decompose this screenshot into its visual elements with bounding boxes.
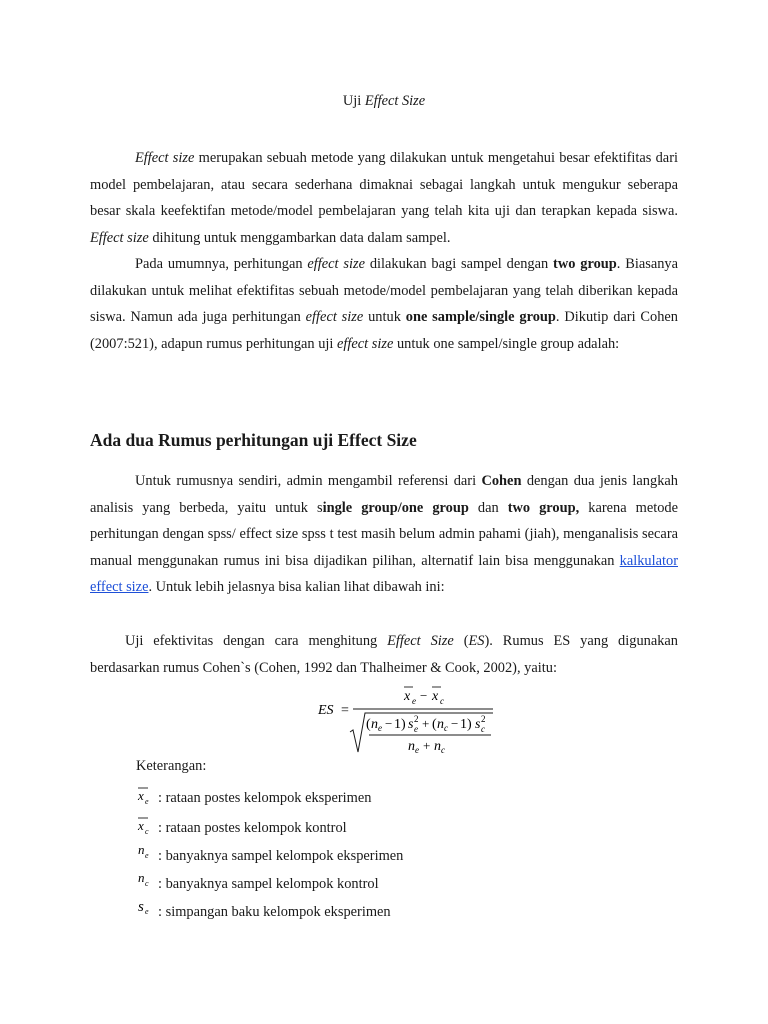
svg-text:2: 2 (414, 714, 419, 724)
svg-text:−: − (385, 716, 393, 731)
svg-text:c: c (440, 696, 444, 706)
xbar-e-symbol (136, 784, 156, 808)
svg-text:s: s (138, 899, 144, 915)
xbar-c-symbol (136, 814, 156, 838)
paragraph-es-formula-intro: Uji efektivitas dengan cara menghitung Effect Size (ES). Rumus ES yang digunakan berdasarkan rumus Cohen`s (Cohen, 1992 dan Thalheimer & Cook, 2002), yaitu: (90, 633, 678, 676)
keterangan-text: : banyaknya sampel kelompok kontrol (158, 876, 379, 892)
svg-text:(: ( (366, 717, 371, 732)
svg-text:x: x (404, 689, 411, 704)
svg-text:1: 1 (460, 717, 467, 732)
svg-text:c: c (444, 723, 448, 733)
svg-text:(: ( (432, 717, 437, 732)
svg-text:1: 1 (394, 717, 401, 732)
n-e-symbol (136, 842, 156, 866)
svg-text:): ) (467, 717, 472, 732)
svg-text:e: e (145, 797, 149, 806)
svg-text:s: s (475, 717, 481, 732)
svg-text:n: n (138, 870, 145, 885)
section-heading: Ada dua Rumus perhitungan uji Effect Size (90, 430, 417, 450)
svg-text:c: c (145, 879, 149, 888)
s-e-symbol (136, 898, 156, 922)
svg-text:e: e (145, 851, 149, 860)
document-title: Uji Effect Size (342, 93, 426, 109)
svg-text:e: e (378, 723, 382, 733)
n-c-symbol (136, 870, 156, 894)
svg-text:n: n (138, 842, 145, 857)
svg-text:c: c (441, 745, 445, 755)
svg-text:e: e (412, 696, 416, 706)
svg-text:s: s (408, 717, 414, 732)
effect-size-calculator-link[interactable]: kalkulator effect size (90, 552, 678, 595)
keterangan-text: : rataan postes kelompok eksperimen (158, 790, 372, 806)
svg-text:+: + (422, 716, 430, 731)
svg-text:−: − (451, 716, 459, 731)
formula-equals: = (341, 703, 349, 718)
svg-text:n: n (434, 739, 441, 754)
formula-lhs: ES (318, 703, 334, 718)
paragraph-cohen-reference: Untuk rumusnya sendiri, admin mengambil referensi dari Cohen dengan dua jenis langkah analisis yang berbeda, yaitu untuk single group/one group dan two group, karena metode perhitungan dengan spss/ effect size spss t test masih belum admin pahami (jiah), menganalisis secara manual menggunakan rumus ini bisa dijadikan pilihan, alternatif lain bisa menggunakan kalkulator effect size. Untuk lebih jelasnya bisa kalian lihat dibawah ini: (90, 473, 678, 595)
svg-text:e: e (415, 745, 419, 755)
svg-text:+: + (423, 738, 431, 753)
es-formula (312, 680, 502, 756)
svg-text:x: x (138, 818, 144, 833)
keterangan-text: : rataan postes kelompok kontrol (158, 820, 347, 836)
svg-text:c: c (145, 827, 149, 836)
keterangan-title: Keterangan: (136, 758, 207, 774)
svg-text:e: e (414, 724, 418, 734)
svg-text:n: n (437, 717, 444, 732)
svg-text:): ) (401, 717, 406, 732)
paragraph-two-group: Pada umumnya, perhitungan effect size dilakukan bagi sampel dengan two group. Biasanya dilakukan untuk melihat efektifitas sebuah metode/model pembelajaran yang telah diberikan kepada siswa. Namun ada juga perhitungan effect size untuk one sample/single group. Dikutip dari Cohen (2007:521), adapun rumus perhitungan uji effect size untuk one sampel/single group adalah: (90, 256, 678, 352)
svg-text:n: n (371, 717, 378, 732)
svg-text:2: 2 (481, 714, 486, 724)
svg-text:c: c (481, 724, 485, 734)
svg-text:x: x (138, 788, 144, 803)
svg-text:n: n (408, 739, 415, 754)
keterangan-text: : simpangan baku kelompok eksperimen (158, 904, 391, 920)
svg-text:e: e (145, 907, 149, 916)
paragraph-effect-size-definition: Effect size merupakan sebuah metode yang dilakukan untuk mengetahui besar efektifitas dari model pembelajaran, atau secara sederhana dimaknai sebagai langkah untuk mengukur seberapa besar skala keefektifan metode/model pembelajaran yang telah kita uji dan terapkan kepada siswa. Effect size dihitung untuk menggambarkan data dalam sampel. (90, 150, 678, 246)
keterangan-text: : banyaknya sampel kelompok eksperimen (158, 848, 404, 864)
svg-text:−: − (420, 688, 428, 703)
svg-text:x: x (432, 689, 439, 704)
